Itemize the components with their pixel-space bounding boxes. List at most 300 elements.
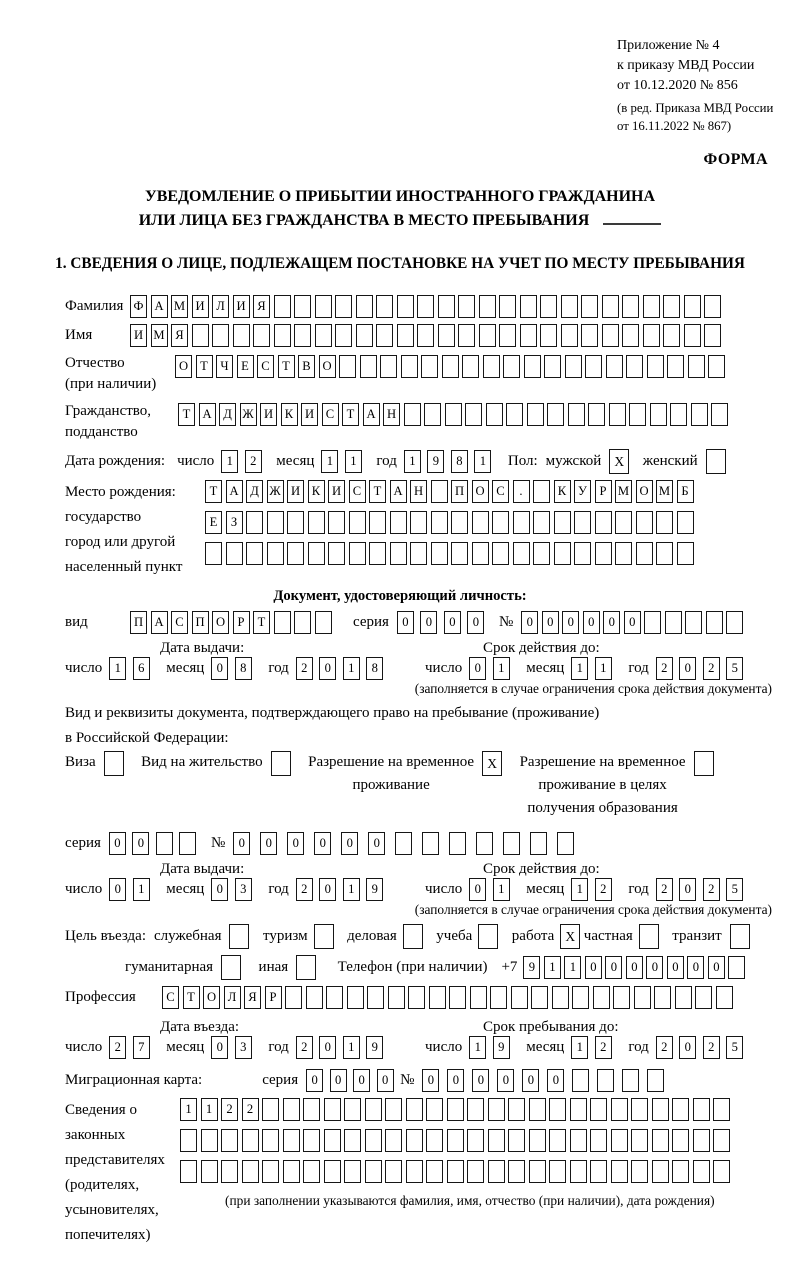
char-cell[interactable] bbox=[581, 295, 598, 318]
char-cell[interactable] bbox=[585, 355, 602, 378]
visa-checkbox[interactable] bbox=[104, 751, 128, 776]
char-cell[interactable] bbox=[631, 1098, 648, 1121]
char-cell[interactable] bbox=[410, 542, 427, 565]
doc-number-boxes[interactable] bbox=[521, 611, 747, 634]
char-cell[interactable]: Д bbox=[219, 403, 236, 426]
doc-valid-day-boxes[interactable] bbox=[469, 657, 516, 680]
char-cell[interactable]: 1 bbox=[474, 450, 491, 473]
char-cell[interactable] bbox=[654, 986, 671, 1009]
char-cell[interactable]: А bbox=[363, 403, 380, 426]
char-cell[interactable] bbox=[390, 542, 407, 565]
char-cell[interactable]: 8 bbox=[235, 657, 252, 680]
checkbox-cell[interactable] bbox=[478, 924, 498, 949]
char-cell[interactable]: 9 bbox=[366, 1036, 383, 1059]
char-cell[interactable] bbox=[713, 1160, 730, 1183]
char-cell[interactable] bbox=[445, 403, 462, 426]
char-cell[interactable] bbox=[670, 403, 687, 426]
permit-valid-month-boxes[interactable] bbox=[571, 878, 618, 901]
char-cell[interactable] bbox=[179, 832, 196, 855]
checkbox-cell[interactable]: X bbox=[609, 449, 629, 474]
checkbox-cell[interactable] bbox=[730, 924, 750, 949]
char-cell[interactable] bbox=[262, 1098, 279, 1121]
char-cell[interactable] bbox=[324, 1098, 341, 1121]
char-cell[interactable] bbox=[385, 1098, 402, 1121]
char-cell[interactable] bbox=[644, 611, 661, 634]
char-cell[interactable]: Т bbox=[196, 355, 213, 378]
reps-row3-boxes[interactable] bbox=[180, 1160, 800, 1183]
char-cell[interactable] bbox=[672, 1160, 689, 1183]
char-cell[interactable]: 1 bbox=[404, 450, 421, 473]
char-cell[interactable] bbox=[486, 403, 503, 426]
char-cell[interactable] bbox=[636, 542, 653, 565]
char-cell[interactable]: 1 bbox=[493, 657, 510, 680]
char-cell[interactable] bbox=[426, 1098, 443, 1121]
char-cell[interactable]: И bbox=[301, 403, 318, 426]
char-cell[interactable] bbox=[390, 511, 407, 534]
char-cell[interactable]: М bbox=[615, 480, 632, 503]
reps-row1-boxes[interactable] bbox=[180, 1098, 800, 1121]
char-cell[interactable]: 1 bbox=[469, 1036, 486, 1059]
char-cell[interactable] bbox=[554, 511, 571, 534]
permit-series-boxes[interactable] bbox=[109, 832, 203, 855]
char-cell[interactable] bbox=[326, 986, 343, 1009]
char-cell[interactable] bbox=[691, 403, 708, 426]
char-cell[interactable] bbox=[652, 1098, 669, 1121]
purpose-transit-checkbox[interactable] bbox=[730, 924, 754, 949]
char-cell[interactable]: 0 bbox=[368, 832, 385, 855]
char-cell[interactable]: Я bbox=[253, 295, 270, 318]
purpose-work-checkbox[interactable] bbox=[560, 924, 584, 949]
char-cell[interactable] bbox=[201, 1129, 218, 1152]
doc-issue-day-boxes[interactable] bbox=[109, 657, 156, 680]
char-cell[interactable]: К bbox=[281, 403, 298, 426]
char-cell[interactable] bbox=[643, 324, 660, 347]
char-cell[interactable]: 0 bbox=[353, 1069, 370, 1092]
char-cell[interactable]: О bbox=[319, 355, 336, 378]
char-cell[interactable] bbox=[356, 295, 373, 318]
char-cell[interactable]: С bbox=[162, 986, 179, 1009]
char-cell[interactable] bbox=[574, 511, 591, 534]
char-cell[interactable] bbox=[726, 611, 743, 634]
char-cell[interactable] bbox=[315, 295, 332, 318]
char-cell[interactable] bbox=[570, 1129, 587, 1152]
char-cell[interactable] bbox=[581, 324, 598, 347]
char-cell[interactable] bbox=[713, 1129, 730, 1152]
char-cell[interactable] bbox=[360, 355, 377, 378]
char-cell[interactable]: М bbox=[151, 324, 168, 347]
char-cell[interactable] bbox=[520, 295, 537, 318]
char-cell[interactable]: 0 bbox=[319, 657, 336, 680]
char-cell[interactable] bbox=[324, 1129, 341, 1152]
char-cell[interactable] bbox=[549, 1129, 566, 1152]
doc-issue-year-boxes[interactable] bbox=[296, 657, 390, 680]
char-cell[interactable] bbox=[442, 355, 459, 378]
phone-boxes[interactable] bbox=[523, 956, 749, 979]
char-cell[interactable]: С bbox=[322, 403, 339, 426]
char-cell[interactable] bbox=[246, 542, 263, 565]
char-cell[interactable] bbox=[652, 1129, 669, 1152]
char-cell[interactable] bbox=[488, 1129, 505, 1152]
char-cell[interactable]: И bbox=[287, 480, 304, 503]
char-cell[interactable] bbox=[344, 1098, 361, 1121]
char-cell[interactable] bbox=[572, 1069, 589, 1092]
char-cell[interactable]: Е bbox=[237, 355, 254, 378]
char-cell[interactable] bbox=[557, 832, 574, 855]
char-cell[interactable]: У bbox=[574, 480, 591, 503]
char-cell[interactable]: 1 bbox=[221, 450, 238, 473]
char-cell[interactable] bbox=[693, 1098, 710, 1121]
char-cell[interactable] bbox=[643, 295, 660, 318]
char-cell[interactable] bbox=[615, 511, 632, 534]
char-cell[interactable] bbox=[262, 1129, 279, 1152]
char-cell[interactable] bbox=[447, 1160, 464, 1183]
char-cell[interactable] bbox=[629, 403, 646, 426]
char-cell[interactable]: 0 bbox=[444, 611, 461, 634]
char-cell[interactable] bbox=[431, 542, 448, 565]
char-cell[interactable]: А bbox=[151, 611, 168, 634]
char-cell[interactable]: 1 bbox=[109, 657, 126, 680]
char-cell[interactable]: С bbox=[349, 480, 366, 503]
char-cell[interactable] bbox=[708, 355, 725, 378]
char-cell[interactable] bbox=[274, 295, 291, 318]
char-cell[interactable] bbox=[380, 355, 397, 378]
char-cell[interactable] bbox=[233, 324, 250, 347]
char-cell[interactable] bbox=[431, 480, 448, 503]
char-cell[interactable]: А bbox=[199, 403, 216, 426]
char-cell[interactable]: А bbox=[226, 480, 243, 503]
char-cell[interactable]: И bbox=[328, 480, 345, 503]
char-cell[interactable] bbox=[426, 1129, 443, 1152]
char-cell[interactable] bbox=[606, 355, 623, 378]
char-cell[interactable]: К bbox=[308, 480, 325, 503]
char-cell[interactable] bbox=[663, 295, 680, 318]
char-cell[interactable] bbox=[684, 324, 701, 347]
char-cell[interactable]: М bbox=[656, 480, 673, 503]
char-cell[interactable] bbox=[675, 986, 692, 1009]
char-cell[interactable] bbox=[303, 1098, 320, 1121]
permit-issue-month-boxes[interactable] bbox=[211, 878, 258, 901]
female-checkbox[interactable] bbox=[706, 449, 730, 474]
char-cell[interactable] bbox=[274, 611, 291, 634]
char-cell[interactable]: 0 bbox=[562, 611, 579, 634]
checkbox-cell[interactable]: X bbox=[482, 751, 502, 776]
char-cell[interactable]: 0 bbox=[583, 611, 600, 634]
char-cell[interactable] bbox=[447, 1098, 464, 1121]
doc-valid-month-boxes[interactable] bbox=[571, 657, 618, 680]
char-cell[interactable]: 0 bbox=[521, 611, 538, 634]
char-cell[interactable]: 0 bbox=[646, 956, 663, 979]
char-cell[interactable] bbox=[540, 295, 557, 318]
char-cell[interactable] bbox=[595, 542, 612, 565]
char-cell[interactable]: 0 bbox=[547, 1069, 564, 1092]
char-cell[interactable] bbox=[335, 324, 352, 347]
char-cell[interactable] bbox=[324, 1160, 341, 1183]
char-cell[interactable] bbox=[656, 511, 673, 534]
char-cell[interactable]: 7 bbox=[133, 1036, 150, 1059]
char-cell[interactable] bbox=[458, 324, 475, 347]
char-cell[interactable] bbox=[180, 1160, 197, 1183]
char-cell[interactable] bbox=[388, 986, 405, 1009]
temp-permit-checkbox[interactable] bbox=[482, 751, 506, 776]
char-cell[interactable]: 9 bbox=[366, 878, 383, 901]
char-cell[interactable] bbox=[524, 355, 541, 378]
birthplace-row1-boxes[interactable] bbox=[205, 480, 800, 503]
char-cell[interactable]: 2 bbox=[296, 1036, 313, 1059]
entry-month-boxes[interactable] bbox=[211, 1036, 258, 1059]
char-cell[interactable]: 2 bbox=[703, 878, 720, 901]
char-cell[interactable]: 0 bbox=[679, 657, 696, 680]
char-cell[interactable] bbox=[593, 986, 610, 1009]
char-cell[interactable]: 0 bbox=[667, 956, 684, 979]
char-cell[interactable]: 0 bbox=[211, 657, 228, 680]
mig-series-boxes[interactable] bbox=[306, 1069, 400, 1092]
char-cell[interactable]: Ж bbox=[240, 403, 257, 426]
char-cell[interactable]: 1 bbox=[571, 1036, 588, 1059]
char-cell[interactable] bbox=[406, 1129, 423, 1152]
char-cell[interactable]: 5 bbox=[726, 1036, 743, 1059]
char-cell[interactable] bbox=[315, 324, 332, 347]
char-cell[interactable]: 1 bbox=[133, 878, 150, 901]
char-cell[interactable]: 0 bbox=[626, 956, 643, 979]
given-name-boxes[interactable] bbox=[130, 324, 725, 347]
char-cell[interactable]: 6 bbox=[133, 657, 150, 680]
char-cell[interactable]: И bbox=[192, 295, 209, 318]
char-cell[interactable] bbox=[636, 511, 653, 534]
char-cell[interactable]: 2 bbox=[595, 878, 612, 901]
char-cell[interactable] bbox=[339, 355, 356, 378]
char-cell[interactable] bbox=[595, 511, 612, 534]
char-cell[interactable] bbox=[529, 1129, 546, 1152]
birth-day-boxes[interactable] bbox=[221, 450, 268, 473]
char-cell[interactable] bbox=[267, 542, 284, 565]
char-cell[interactable]: К bbox=[554, 480, 571, 503]
char-cell[interactable] bbox=[672, 1098, 689, 1121]
char-cell[interactable] bbox=[602, 324, 619, 347]
char-cell[interactable]: Л bbox=[212, 295, 229, 318]
char-cell[interactable] bbox=[410, 511, 427, 534]
char-cell[interactable] bbox=[663, 324, 680, 347]
char-cell[interactable] bbox=[349, 511, 366, 534]
char-cell[interactable]: 0 bbox=[467, 611, 484, 634]
char-cell[interactable] bbox=[467, 1098, 484, 1121]
char-cell[interactable]: Е bbox=[205, 511, 222, 534]
char-cell[interactable]: 9 bbox=[427, 450, 444, 473]
checkbox-cell[interactable] bbox=[706, 449, 726, 474]
char-cell[interactable]: 0 bbox=[260, 832, 277, 855]
char-cell[interactable] bbox=[574, 542, 591, 565]
char-cell[interactable] bbox=[308, 542, 325, 565]
char-cell[interactable] bbox=[253, 324, 270, 347]
char-cell[interactable]: 1 bbox=[544, 956, 561, 979]
char-cell[interactable]: Н bbox=[410, 480, 427, 503]
stay-year-boxes[interactable] bbox=[656, 1036, 750, 1059]
char-cell[interactable] bbox=[347, 986, 364, 1009]
char-cell[interactable] bbox=[688, 355, 705, 378]
char-cell[interactable] bbox=[451, 511, 468, 534]
permit-valid-year-boxes[interactable] bbox=[656, 878, 750, 901]
char-cell[interactable]: 0 bbox=[341, 832, 358, 855]
char-cell[interactable] bbox=[597, 1069, 614, 1092]
char-cell[interactable] bbox=[192, 324, 209, 347]
char-cell[interactable] bbox=[492, 542, 509, 565]
checkbox-cell[interactable] bbox=[694, 751, 714, 776]
char-cell[interactable]: 1 bbox=[493, 878, 510, 901]
char-cell[interactable] bbox=[561, 324, 578, 347]
char-cell[interactable] bbox=[226, 542, 243, 565]
char-cell[interactable] bbox=[547, 403, 564, 426]
char-cell[interactable] bbox=[634, 986, 651, 1009]
char-cell[interactable] bbox=[611, 1129, 628, 1152]
char-cell[interactable] bbox=[590, 1098, 607, 1121]
char-cell[interactable] bbox=[588, 403, 605, 426]
citizenship-boxes[interactable] bbox=[178, 403, 732, 426]
char-cell[interactable] bbox=[488, 1160, 505, 1183]
char-cell[interactable]: 0 bbox=[687, 956, 704, 979]
char-cell[interactable]: 3 bbox=[235, 1036, 252, 1059]
char-cell[interactable] bbox=[246, 511, 263, 534]
purpose-business-checkbox[interactable] bbox=[403, 924, 427, 949]
birth-year-boxes[interactable] bbox=[404, 450, 498, 473]
char-cell[interactable] bbox=[156, 832, 173, 855]
char-cell[interactable] bbox=[650, 403, 667, 426]
char-cell[interactable] bbox=[315, 611, 332, 634]
checkbox-cell[interactable] bbox=[296, 955, 316, 980]
char-cell[interactable]: 5 bbox=[726, 878, 743, 901]
char-cell[interactable]: Ж bbox=[267, 480, 284, 503]
char-cell[interactable] bbox=[626, 355, 643, 378]
char-cell[interactable]: 0 bbox=[420, 611, 437, 634]
char-cell[interactable]: 0 bbox=[109, 878, 126, 901]
char-cell[interactable] bbox=[565, 355, 582, 378]
char-cell[interactable]: Р bbox=[233, 611, 250, 634]
char-cell[interactable] bbox=[647, 1069, 664, 1092]
char-cell[interactable] bbox=[506, 403, 523, 426]
char-cell[interactable]: 0 bbox=[397, 611, 414, 634]
char-cell[interactable]: 0 bbox=[314, 832, 331, 855]
char-cell[interactable]: Я bbox=[171, 324, 188, 347]
char-cell[interactable] bbox=[395, 832, 412, 855]
char-cell[interactable] bbox=[490, 986, 507, 1009]
char-cell[interactable]: О bbox=[636, 480, 653, 503]
char-cell[interactable]: Б bbox=[677, 480, 694, 503]
char-cell[interactable]: 1 bbox=[343, 878, 360, 901]
char-cell[interactable]: О bbox=[212, 611, 229, 634]
char-cell[interactable] bbox=[438, 295, 455, 318]
char-cell[interactable] bbox=[602, 295, 619, 318]
checkbox-cell[interactable] bbox=[221, 955, 241, 980]
char-cell[interactable]: 0 bbox=[109, 832, 126, 855]
char-cell[interactable]: 3 bbox=[235, 878, 252, 901]
char-cell[interactable]: З bbox=[226, 511, 243, 534]
char-cell[interactable]: П bbox=[130, 611, 147, 634]
char-cell[interactable]: 0 bbox=[132, 832, 149, 855]
char-cell[interactable] bbox=[667, 355, 684, 378]
char-cell[interactable] bbox=[294, 611, 311, 634]
char-cell[interactable]: С bbox=[257, 355, 274, 378]
char-cell[interactable]: 0 bbox=[469, 657, 486, 680]
char-cell[interactable]: 2 bbox=[109, 1036, 126, 1059]
char-cell[interactable] bbox=[695, 986, 712, 1009]
char-cell[interactable] bbox=[306, 986, 323, 1009]
char-cell[interactable] bbox=[530, 832, 547, 855]
char-cell[interactable] bbox=[212, 324, 229, 347]
char-cell[interactable] bbox=[397, 295, 414, 318]
permit-number-boxes[interactable] bbox=[233, 832, 584, 855]
char-cell[interactable] bbox=[328, 511, 345, 534]
char-cell[interactable]: Р bbox=[265, 986, 282, 1009]
char-cell[interactable] bbox=[180, 1129, 197, 1152]
char-cell[interactable] bbox=[422, 832, 439, 855]
char-cell[interactable]: И bbox=[130, 324, 147, 347]
char-cell[interactable] bbox=[369, 542, 386, 565]
char-cell[interactable] bbox=[458, 295, 475, 318]
char-cell[interactable]: 0 bbox=[447, 1069, 464, 1092]
char-cell[interactable]: Т bbox=[205, 480, 222, 503]
checkbox-cell[interactable]: X bbox=[560, 924, 580, 949]
char-cell[interactable] bbox=[449, 832, 466, 855]
char-cell[interactable]: 2 bbox=[296, 657, 313, 680]
char-cell[interactable] bbox=[499, 295, 516, 318]
char-cell[interactable] bbox=[429, 986, 446, 1009]
char-cell[interactable]: 2 bbox=[221, 1098, 238, 1121]
birthplace-row2-boxes[interactable] bbox=[205, 511, 800, 534]
char-cell[interactable] bbox=[529, 1160, 546, 1183]
char-cell[interactable] bbox=[677, 511, 694, 534]
entry-year-boxes[interactable] bbox=[296, 1036, 390, 1059]
char-cell[interactable]: П bbox=[192, 611, 209, 634]
char-cell[interactable] bbox=[590, 1160, 607, 1183]
char-cell[interactable]: 9 bbox=[523, 956, 540, 979]
patronymic-boxes[interactable] bbox=[175, 355, 729, 378]
char-cell[interactable]: А bbox=[151, 295, 168, 318]
char-cell[interactable]: 0 bbox=[679, 878, 696, 901]
char-cell[interactable] bbox=[267, 511, 284, 534]
char-cell[interactable]: 0 bbox=[679, 1036, 696, 1059]
char-cell[interactable]: 0 bbox=[319, 1036, 336, 1059]
char-cell[interactable] bbox=[344, 1129, 361, 1152]
char-cell[interactable] bbox=[472, 511, 489, 534]
char-cell[interactable] bbox=[622, 324, 639, 347]
char-cell[interactable]: 1 bbox=[180, 1098, 197, 1121]
reps-row2-boxes[interactable] bbox=[180, 1129, 800, 1152]
char-cell[interactable] bbox=[527, 403, 544, 426]
profession-boxes[interactable] bbox=[162, 986, 736, 1009]
char-cell[interactable]: Л bbox=[224, 986, 241, 1009]
char-cell[interactable]: Т bbox=[253, 611, 270, 634]
residence-permit-checkbox[interactable] bbox=[271, 751, 295, 776]
char-cell[interactable] bbox=[369, 511, 386, 534]
char-cell[interactable] bbox=[283, 1129, 300, 1152]
doc-series-boxes[interactable] bbox=[397, 611, 491, 634]
char-cell[interactable] bbox=[465, 403, 482, 426]
char-cell[interactable] bbox=[508, 1098, 525, 1121]
char-cell[interactable] bbox=[684, 295, 701, 318]
char-cell[interactable]: 0 bbox=[211, 1036, 228, 1059]
char-cell[interactable] bbox=[335, 295, 352, 318]
surname-boxes[interactable] bbox=[130, 295, 725, 318]
stay-day-boxes[interactable] bbox=[469, 1036, 516, 1059]
char-cell[interactable]: Т bbox=[369, 480, 386, 503]
char-cell[interactable]: А bbox=[390, 480, 407, 503]
char-cell[interactable]: И bbox=[260, 403, 277, 426]
purpose-private-checkbox[interactable] bbox=[639, 924, 663, 949]
char-cell[interactable] bbox=[513, 511, 530, 534]
char-cell[interactable] bbox=[685, 611, 702, 634]
char-cell[interactable]: 1 bbox=[201, 1098, 218, 1121]
char-cell[interactable] bbox=[285, 986, 302, 1009]
char-cell[interactable] bbox=[476, 832, 493, 855]
checkbox-cell[interactable] bbox=[229, 924, 249, 949]
